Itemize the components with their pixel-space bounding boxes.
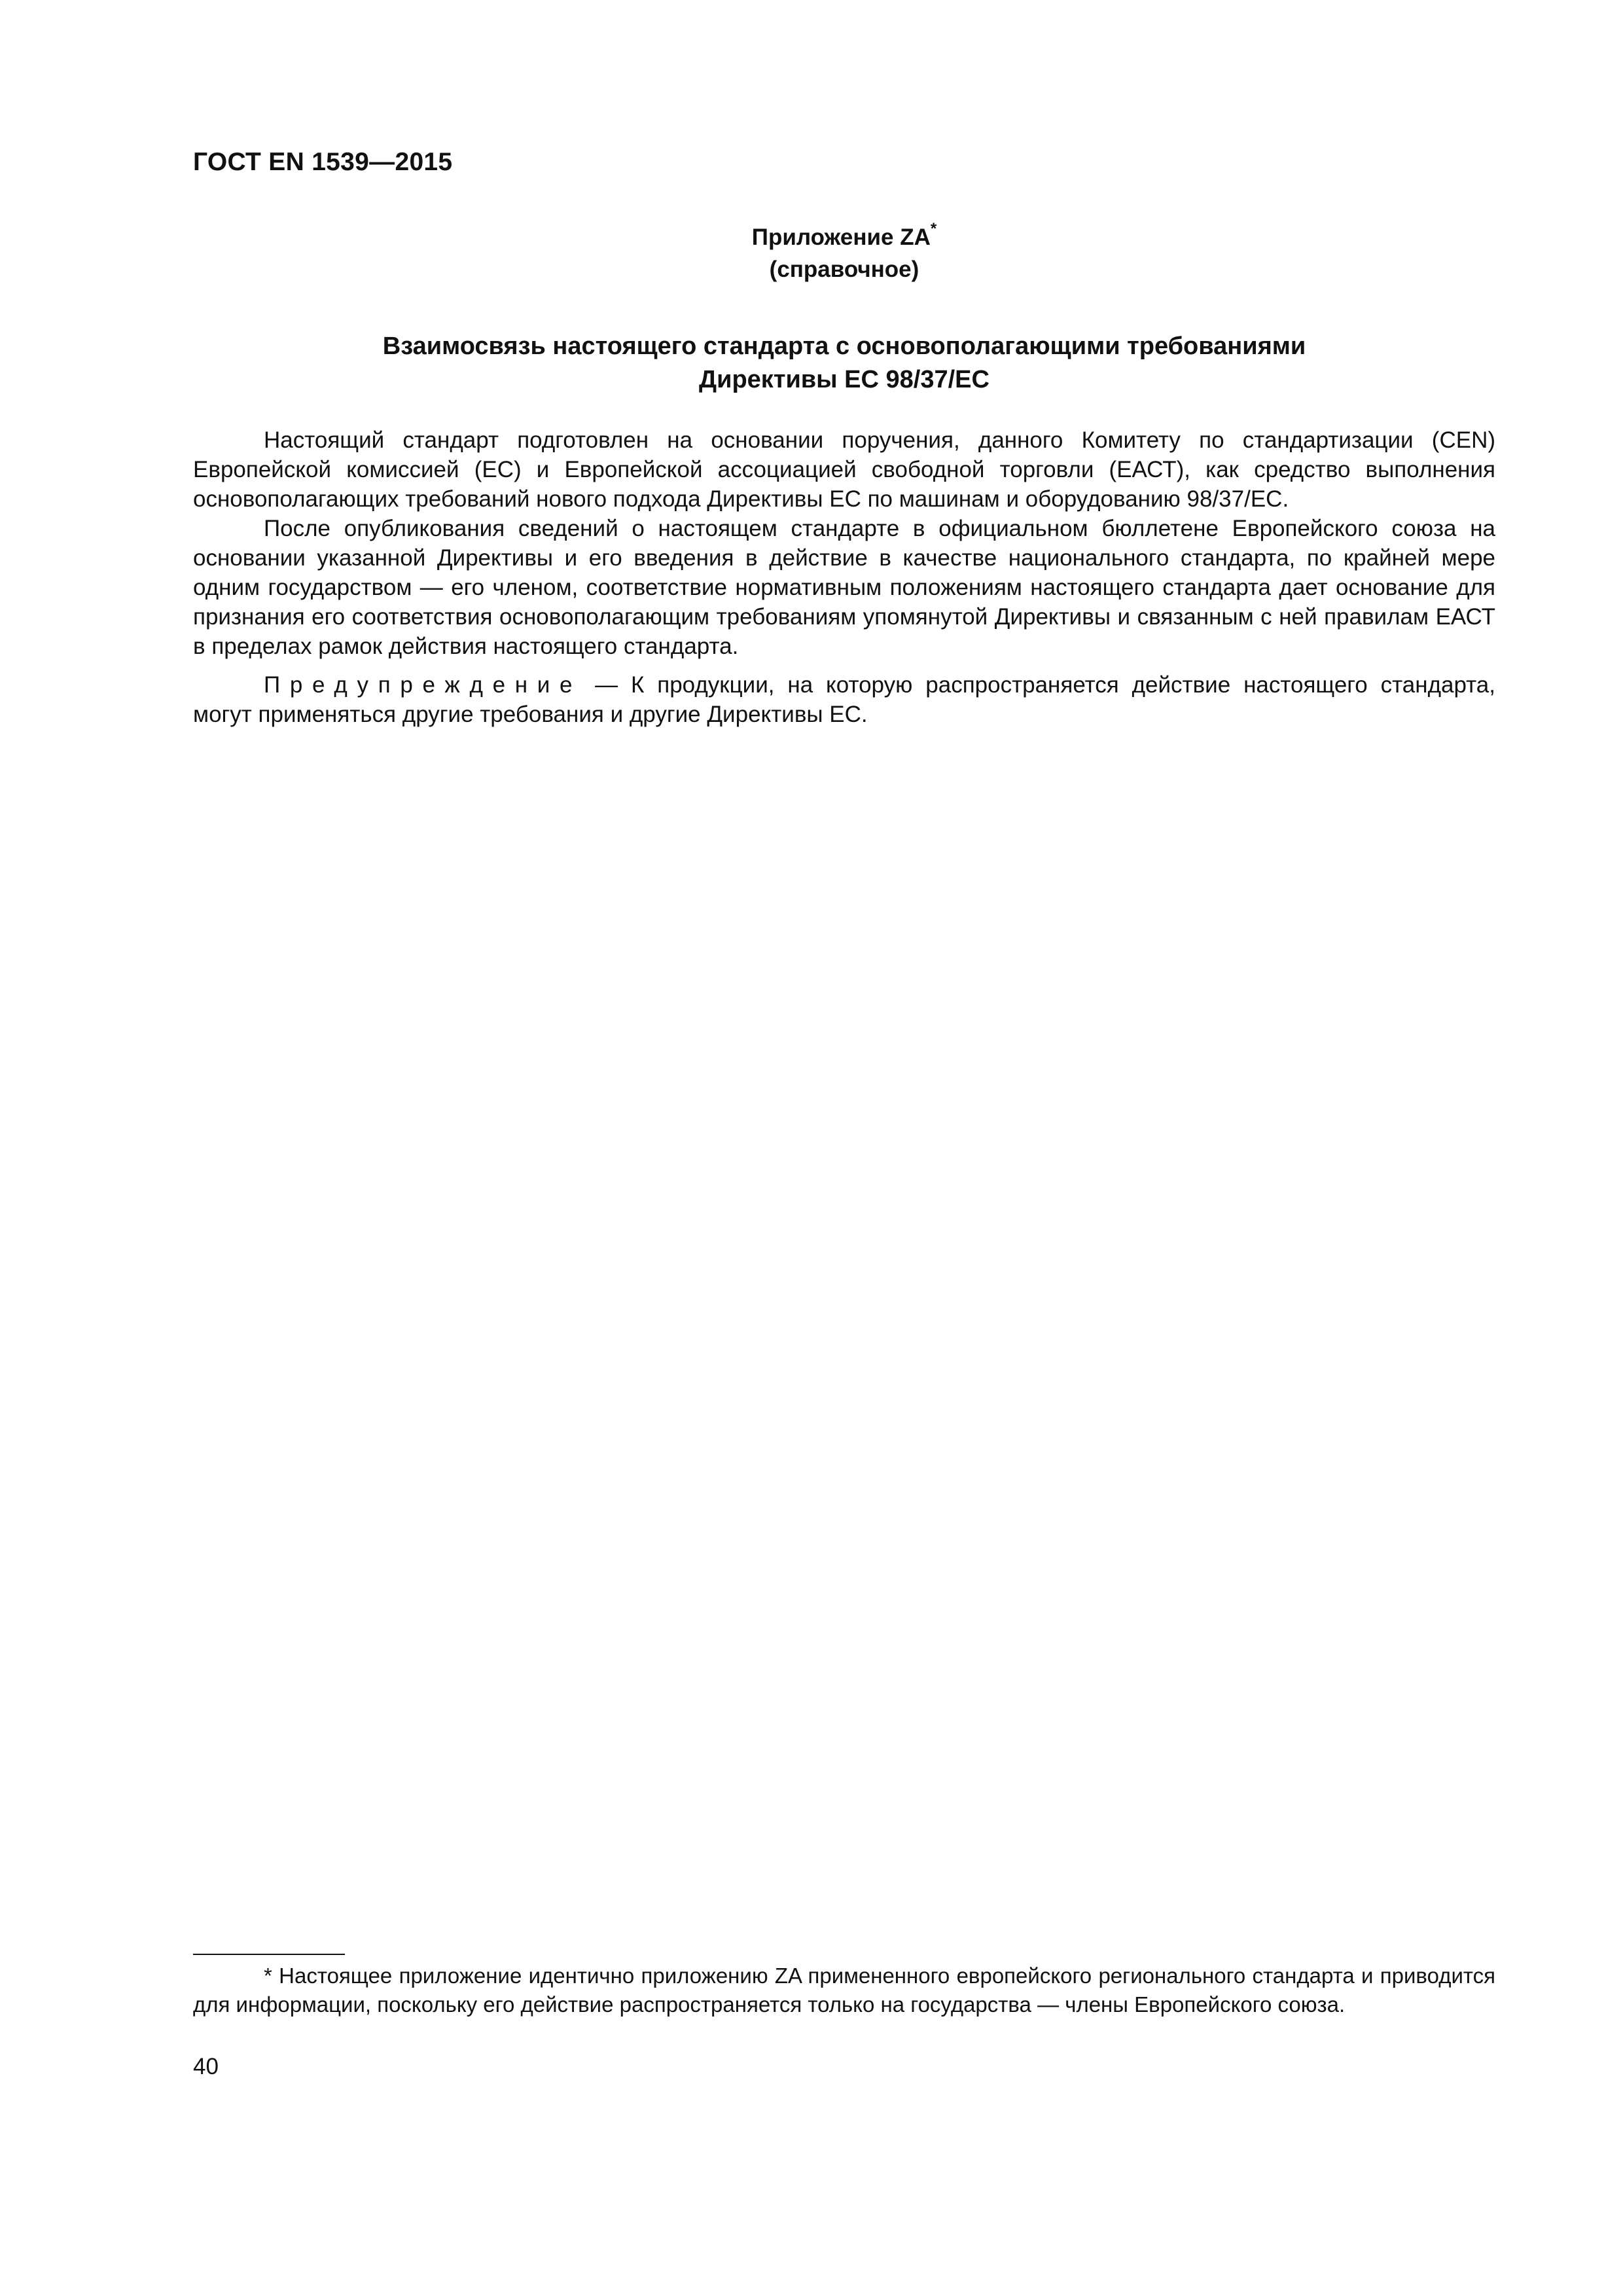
warning-note: [193, 670, 1495, 729]
body-text: [193, 425, 1495, 729]
warning-label: Предупреждение: [264, 672, 582, 698]
body-paragraph-1: Настоящий стандарт подготовлен на основании поручения, данного Комитету по стандартизации (CEN) Европейской комиссией (ЕС) и Европейской ассоциацией свободной торговли (ЕАСТ), как средство выполнения основополагающих требований нового подхода Директивы ЕС по машинам и оборудованию 98/37/ЕС.: [193, 427, 1495, 512]
annex-title: [193, 330, 1495, 397]
annex-title-line1: Взаимосвязь настоящего стандарта с основополагающими требованиями: [382, 332, 1306, 360]
page-number: 40: [193, 2054, 219, 2079]
footnote-marker: *: [264, 1964, 272, 1988]
warning-text: — К продукции, на которую распространяется действие настоящего стандарта, могут применяться другие требования и другие Директивы ЕС.: [193, 672, 1495, 727]
annex-footnote-marker: *: [930, 220, 937, 238]
annex-label: Приложение ZA: [751, 224, 931, 250]
annex-heading: [193, 221, 1495, 285]
footnote-separator: [193, 1954, 345, 1955]
annex-label-line: [193, 221, 1495, 253]
annex-type: (справочное): [769, 257, 919, 282]
footnote-text: Настоящее приложение идентично приложению ZA примененного европейского регионального стандарта и приводится для информации, поскольку его действие распространяется только на государства — члены Европейского союза.: [193, 1964, 1495, 2017]
annex-title-line2: Директивы ЕС 98/37/ЕС: [699, 366, 990, 393]
body-paragraph-2: После опубликования сведений о настоящем стандарте в официальном бюллетене Европейского союза на основании указанной Директивы и его введения в действие в качестве национального стандарта, по крайней мере одним государством — его членом, соответствие нормативным положениям настоящего стандарта дает основание для признания его соответствия основополагающим требованиям упомянутой Директивы и связанным с ней правилам ЕАСТ в пределах рамок действия настоящего стандарта.: [193, 516, 1495, 659]
footnote: [193, 1962, 1495, 2019]
standard-code-header: ГОСТ EN 1539—2015: [193, 148, 453, 176]
